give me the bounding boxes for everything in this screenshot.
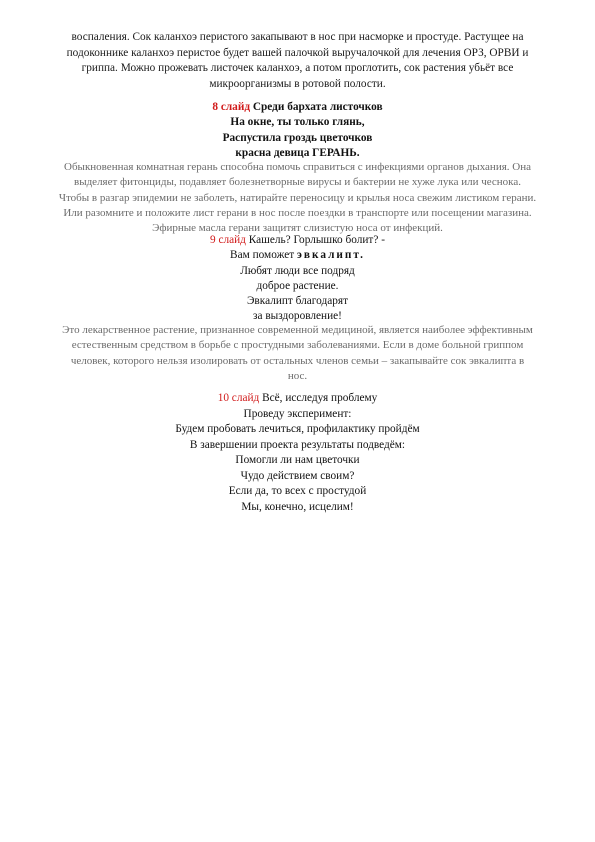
- intro-line: гриппа. Можно прожевать листочек каланхоэ, а потом проглотить, сок растения убьёт все: [81, 62, 514, 74]
- slide9-text-line: естественным средством в борьбе с простудными заболеваниями. Если в доме больной гриппом: [71, 339, 524, 352]
- intro-line: подоконнике каланхоэ перистое будет вашей палочкой выручалочкой для лечения ОРЗ, ОРВИ и: [66, 46, 529, 59]
- slide9-text-line: Это лекарственное растение, признанное современной медициной, является наиболее эффективным: [62, 324, 533, 336]
- intro-paragraph: [0, 30, 595, 92]
- slide8-line4: красна девица ГЕРАНЬ.: [235, 147, 360, 160]
- slide9-text-line: нос.: [287, 369, 308, 382]
- slide9-text: [0, 323, 595, 384]
- slide8-text-line: Обыкновенная комнатная герань способна помочь справиться с инфекциями органов дыхания. Она: [64, 161, 531, 173]
- slide8-line2: На окне, ты только глянь,: [230, 116, 365, 129]
- slide10-line: Чудо действием своим?: [240, 469, 355, 482]
- slide9-line2-word: эвкалипт.: [297, 249, 365, 262]
- slide8-poem-line: [0, 100, 595, 115]
- slide8-text-line: Эфирные масла герани защитят слизистую носа от инфекций.: [152, 222, 443, 235]
- slide10-poem: [0, 391, 595, 515]
- slide10-line: Проведу эксперимент:: [243, 407, 352, 420]
- slide9-line4: доброе растение.: [256, 279, 339, 292]
- slide10-line: Мы, конечно, исцелим!: [241, 500, 354, 513]
- slide9-line2-prefix: Вам поможет: [230, 249, 297, 262]
- slide10-label: 10 слайд: [217, 392, 260, 404]
- slide10-line: Если да, то всех с простудой: [228, 485, 367, 497]
- slide9-line3: Любят люди все подряд: [240, 264, 355, 277]
- slide10-poem-line: [0, 391, 595, 407]
- slide10-line: Будем пробовать лечиться, профилактику пройдём: [175, 423, 420, 435]
- slide9-poem: [0, 233, 595, 325]
- slide9-line1: Кашель? Горлышко болит? -: [245, 234, 385, 246]
- slide9-poem-line: [0, 248, 595, 263]
- slide8-text: [0, 160, 595, 236]
- slide10-line: В завершении проекта результаты подведём:: [189, 438, 406, 451]
- slide9-line5: Эвкалипт благодарят: [246, 295, 349, 308]
- slide8-line3: Распустила гроздь цветочков: [222, 131, 373, 144]
- slide10-line1: Всё, исследуя проблему: [259, 392, 378, 404]
- slide8-poem: [0, 100, 595, 162]
- slide9-text-line: человек, которого нельзя изолировать от остальных членов семьи – закапывайте сок эвкалипта в: [70, 354, 525, 367]
- slide9-label: 9 слайд: [210, 234, 246, 246]
- slide8-label: 8 слайд: [212, 101, 251, 113]
- slide8-line1: Среди бархата листочков: [250, 101, 383, 113]
- intro-line: микроорганизмы в ротовой полости.: [209, 77, 386, 90]
- intro-line: воспаления. Сок каланхоэ перистого закапывают в нос при насморке и простуде. Растущее на: [71, 31, 524, 43]
- slide8-text-line: выделяет фитонциды, подавляет болезнетворные вирусы и бактерии не хуже лука или чеснока.: [74, 176, 521, 189]
- slide9-line6: за выздоровление!: [253, 310, 342, 323]
- slide9-poem-line: [0, 233, 595, 248]
- slide10-line: Помогли ли нам цветочки: [235, 454, 360, 466]
- slide8-text-line: Чтобы в разгар эпидемии не заболеть, натирайте переносицу и крылья носа свежим листиком герани.: [58, 191, 537, 204]
- slide8-text-line: Или разомните и положите лист герани в нос после поездки в транспорте или посещении магазина.: [63, 206, 532, 219]
